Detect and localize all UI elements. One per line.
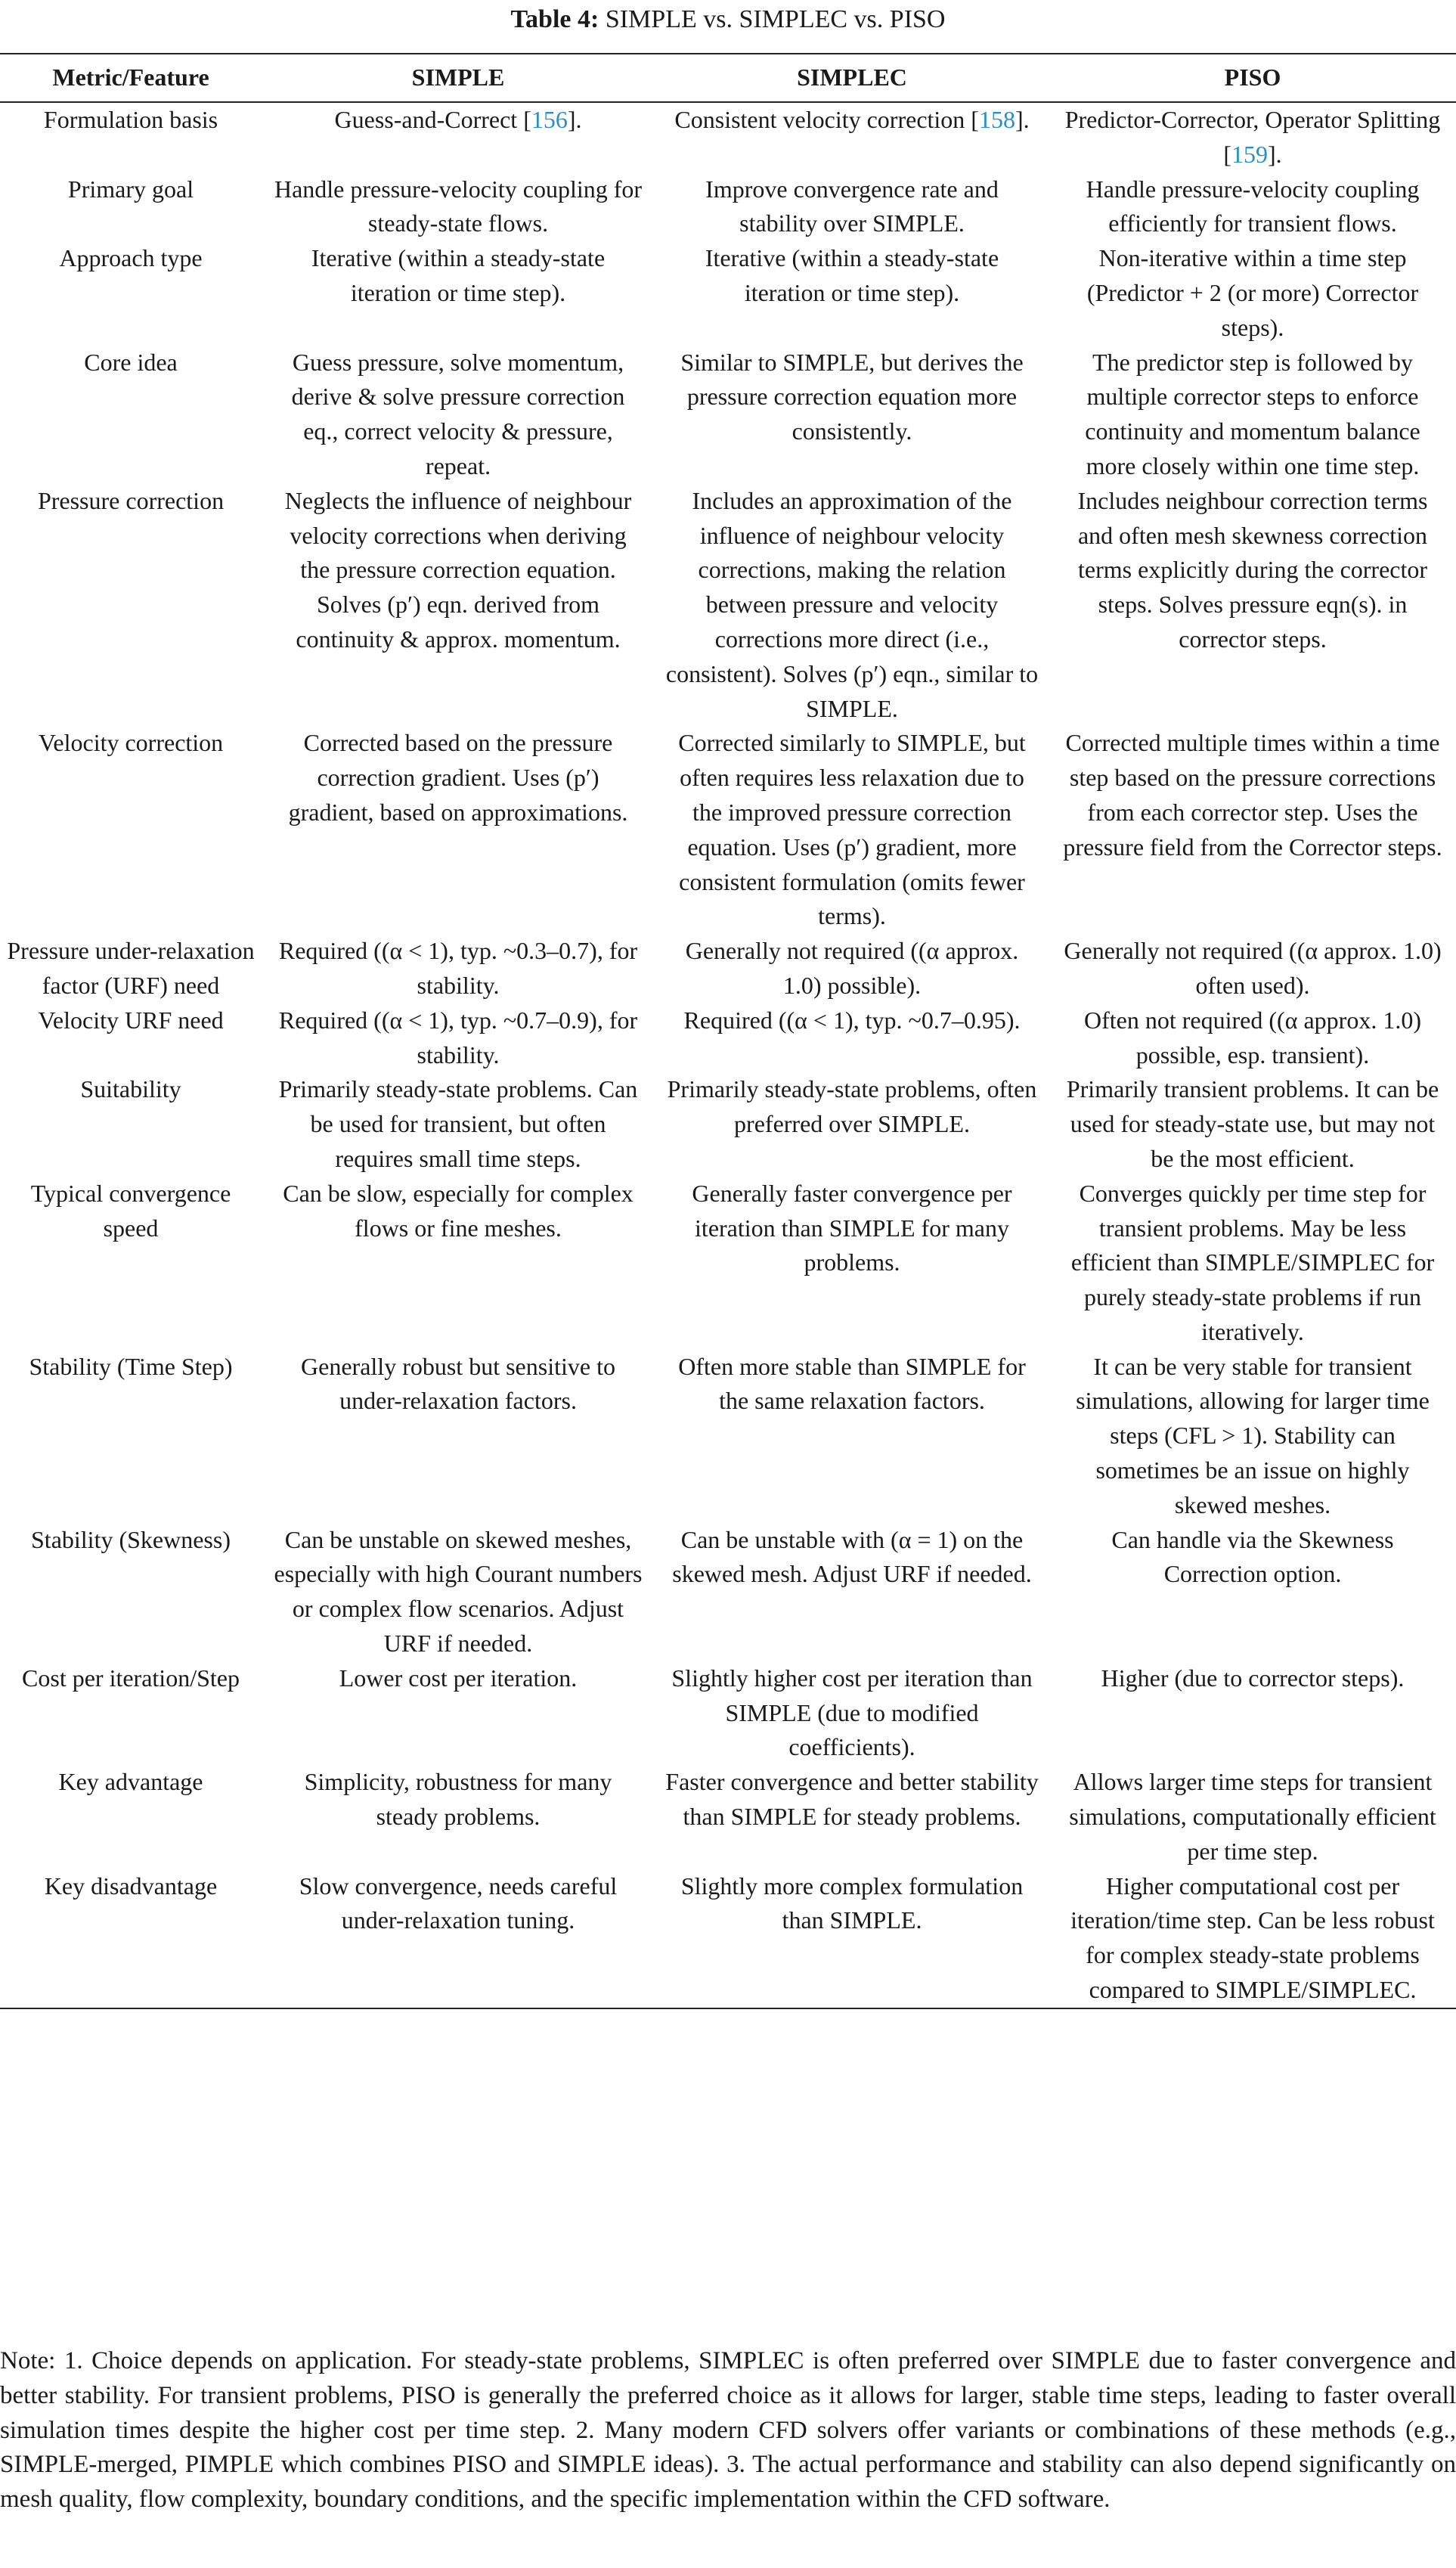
table-row (0, 1350, 1456, 1523)
cell-simple: Can be unstable on skewed meshes, especially with high Courant numbers or complex flow scenarios. Adjust URF if needed. (274, 1525, 643, 1658)
table-row (0, 172, 1456, 242)
cell-metric: Formulation basis (43, 106, 218, 133)
cell-simplec: Generally not required ((α approx. 1.0) possible). (685, 937, 1019, 999)
table-row (0, 1869, 1456, 2008)
cell-simple: Simplicity, robustness for many steady problems. (304, 1768, 612, 1831)
table-row (0, 1765, 1456, 1869)
cell-metric: Stability (Time Step) (29, 1352, 233, 1380)
cell-simplec: Consistent velocity correction [158]. (674, 106, 1030, 133)
cell-simplec: Can be unstable with (α = 1) on the skewed mesh. Adjust URF if needed. (672, 1525, 1032, 1588)
cell-simple: Primarily steady-state problems. Can be used for transient, but often requires small time steps. (278, 1075, 638, 1172)
cell-simplec: Faster convergence and better stability than SIMPLE for steady problems. (665, 1768, 1039, 1831)
cell-metric: Typical convergence speed (30, 1179, 231, 1242)
table-caption (0, 3, 1456, 36)
cell-simple: Guess-and-Correct [156]. (334, 106, 582, 133)
cell-piso: It can be very stable for transient simulations, allowing for larger time steps (CFL > 1). Stability can sometimes be an issue on highly skewed meshes. (1076, 1352, 1430, 1518)
cell-piso: Generally not required ((α approx. 1.0) often used). (1064, 937, 1442, 999)
cell-simplec: Includes an approximation of the influence of neighbour velocity corrections, making the relation between pressure and velocity corrections more direct (i.e., consistent). Solves (p′) eqn., similar to SIMPLE. (665, 486, 1039, 722)
table-row (0, 484, 1456, 727)
table-header-row (0, 54, 1456, 102)
cell-simplec: Often more stable than SIMPLE for the same relaxation factors. (678, 1352, 1026, 1415)
cell-metric: Pressure under-relaxation factor (URF) need (7, 937, 255, 999)
table-row (0, 1523, 1456, 1661)
cell-metric: Core idea (84, 348, 178, 376)
citation-link[interactable]: 158 (978, 106, 1015, 133)
header-simplec: SIMPLEC (797, 64, 907, 91)
cell-simple: Corrected based on the pressure correction gradient. Uses (p′) gradient, based on approximations. (288, 729, 628, 826)
cell-metric: Stability (Skewness) (31, 1525, 231, 1553)
comparison-table (0, 53, 1456, 2009)
table-row (0, 1177, 1456, 1350)
cell-simple: Neglects the influence of neighbour velocity corrections when deriving the pressure correction equation. Solves (p′) eqn. derived from continuity & approx. momentum. (284, 486, 632, 653)
cell-simple: Generally robust but sensitive to under-relaxation factors. (301, 1352, 615, 1415)
table-row (0, 1661, 1456, 1765)
cell-metric: Pressure correction (37, 486, 225, 514)
table-caption-label: Table 4: (510, 5, 599, 33)
cell-simplec: Slightly more complex formulation than SIMPLE. (680, 1872, 1024, 1934)
cell-simplec: Improve convergence rate and stability over SIMPLE. (705, 175, 999, 237)
table-row (0, 1072, 1456, 1176)
cell-metric: Approach type (59, 244, 203, 272)
header-simple: SIMPLE (411, 64, 505, 91)
header-piso: PISO (1224, 64, 1281, 91)
cell-metric: Key advantage (58, 1768, 203, 1796)
cell-metric: Velocity URF need (38, 1006, 224, 1034)
cell-simple: Handle pressure-velocity coupling for steady-state flows. (274, 175, 643, 237)
cell-simplec: Iterative (within a steady-state iteration or time step). (705, 244, 999, 306)
cell-piso: Corrected multiple times within a time step based on the pressure corrections from each corrector step. Uses the pressure field from the Corrector steps. (1063, 729, 1442, 861)
cell-piso: Primarily transient problems. It can be used for steady-state use, but may not be the most efficient. (1066, 1075, 1439, 1172)
cell-piso: The predictor step is followed by multiple corrector steps to enforce continuity and momentum balance more closely within one time step. (1085, 348, 1420, 479)
cell-simple: Required ((α < 1), typ. ~0.7–0.9), for stability. (278, 1006, 638, 1068)
cell-piso: Allows larger time steps for transient simulations, computationally efficient per time step. (1069, 1768, 1436, 1865)
table-row (0, 726, 1456, 934)
cell-simple: Iterative (within a steady-state iteration or time step). (311, 244, 606, 306)
cell-simplec: Generally faster convergence per iteration than SIMPLE for many problems. (692, 1179, 1012, 1276)
table-row (0, 346, 1456, 484)
cell-simple: Slow convergence, needs careful under-relaxation tuning. (299, 1872, 618, 1934)
table-row (0, 241, 1456, 345)
cell-piso: Handle pressure-velocity coupling efficiently for transient flows. (1086, 175, 1420, 237)
cell-simplec: Primarily steady-state problems, often preferred over SIMPLE. (667, 1075, 1037, 1138)
cell-metric: Suitability (80, 1075, 181, 1103)
cell-simple: Lower cost per iteration. (339, 1664, 578, 1692)
cell-metric: Cost per iteration/Step (22, 1664, 240, 1692)
header-metric-feature: Metric/Feature (52, 64, 209, 91)
cell-piso: Often not required ((α approx. 1.0) possible, esp. transient). (1084, 1006, 1421, 1068)
cell-piso: Predictor-Corrector, Operator Splitting [159]. (1064, 106, 1441, 168)
table-body (0, 102, 1456, 2008)
cell-piso: Converges quickly per time step for transient problems. May be less efficient than SIMPLE/SIMPLEC for purely steady-state problems if run iteratively. (1070, 1179, 1435, 1345)
cell-piso: Non-iterative within a time step (Predictor + 2 (or more) Corrector steps). (1086, 244, 1419, 341)
table-row (0, 102, 1456, 172)
cell-simple: Can be slow, especially for complex flows or fine meshes. (283, 1179, 634, 1242)
cell-simplec: Corrected similarly to SIMPLE, but often requires less relaxation due to the improved pressure correction equation. Uses (p′) gradient, more consistent formulation (omits fewer terms). (678, 729, 1026, 930)
table-caption-text: SIMPLE vs. SIMPLEC vs. PISO (605, 5, 946, 33)
cell-metric: Key disadvantage (44, 1872, 218, 1900)
cell-piso: Includes neighbour correction terms and often mesh skewness correction terms explicitly during the corrector steps. Solves pressure eqn(s). in corrector steps. (1077, 486, 1428, 653)
table-row (0, 934, 1456, 1003)
cell-simple: Guess pressure, solve momentum, derive & solve pressure correction eq., correct velocity & pressure, repeat. (291, 348, 625, 479)
cell-simplec: Similar to SIMPLE, but derives the pressure correction equation more consistently. (680, 348, 1024, 445)
cell-piso: Higher (due to corrector steps). (1101, 1664, 1405, 1692)
table-note: Note: 1. Choice depends on application. For steady-state problems, SIMPLEC is often preferred over SIMPLE due to faster convergence and better stability. For transient problems, PISO is generally the preferred choice as it allows for larger, stable time steps, leading to faster overall simulation times despite the higher cost per time step. 2. Many modern CFD solvers offer variants or combinations of these methods (e.g., SIMPLE-merged, PIMPLE which combines PISO and SIMPLE ideas). 3. The actual performance and stability can also depend significantly on mesh quality, flow complexity, boundary conditions, and the specific implementation within the CFD software. (0, 2347, 1456, 2514)
cell-metric: Velocity correction (38, 729, 224, 757)
cell-metric: Primary goal (67, 175, 194, 203)
citation-link[interactable]: 156 (531, 106, 568, 133)
cell-piso: Can handle via the Skewness Correction option. (1111, 1525, 1394, 1588)
citation-link[interactable]: 159 (1231, 140, 1268, 168)
cell-simplec: Required ((α < 1), typ. ~0.7–0.95). (683, 1006, 1021, 1034)
cell-piso: Higher computational cost per iteration/time step. Can be less robust for complex steady-state problems compared to SIMPLE/SIMPLEC. (1070, 1872, 1435, 2004)
cell-simplec: Slightly higher cost per iteration than SIMPLE (due to modified coefficients). (671, 1664, 1033, 1761)
cell-simple: Required ((α < 1), typ. ~0.3–0.7), for stability. (278, 937, 638, 999)
table-row (0, 1003, 1456, 1073)
